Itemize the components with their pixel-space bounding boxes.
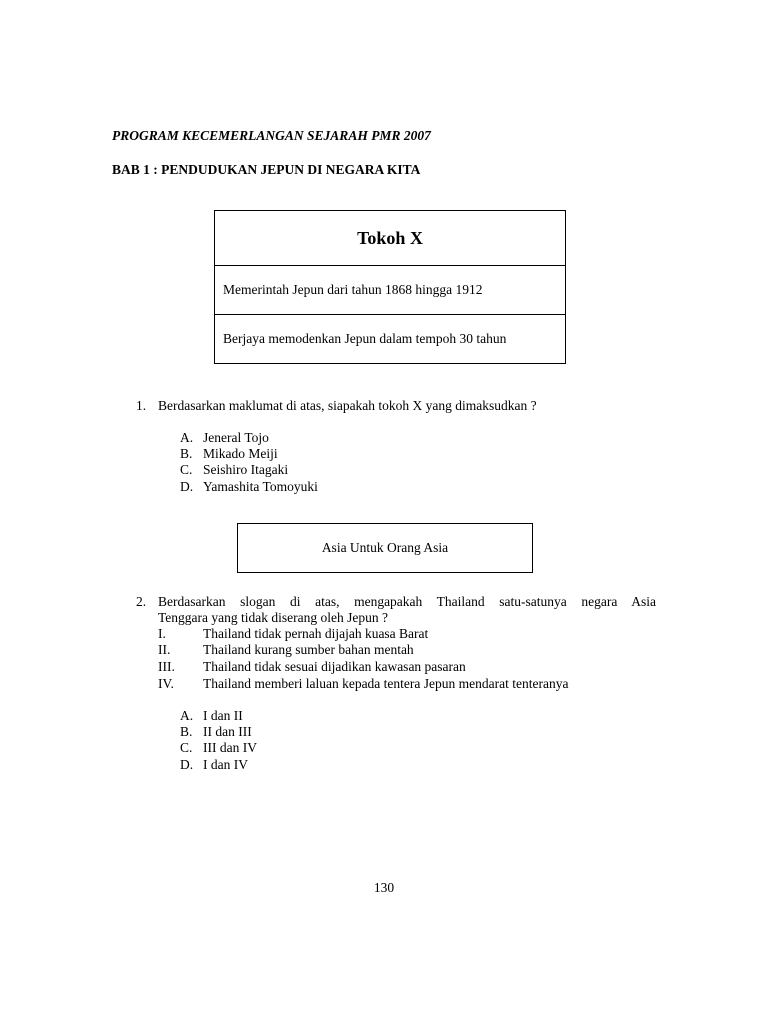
statement-item <box>158 642 414 658</box>
option-text: I dan II <box>203 708 243 723</box>
statement-item <box>158 659 466 675</box>
option-item <box>180 462 288 478</box>
option-text: Yamashita Tomoyuki <box>203 479 318 494</box>
question-text-line-1: Berdasarkan slogan di atas, mengapakah Thailand satu-satunya negara Asia <box>158 594 656 609</box>
statement-item <box>158 676 568 692</box>
option-letter: A. <box>180 430 194 445</box>
option-letter: C. <box>180 462 193 477</box>
option-letter: C. <box>180 740 193 755</box>
statement-text: Thailand memberi laluan kepada tentera Jepun mendarat tenteranya <box>203 676 569 691</box>
question-number: 1. <box>136 398 147 413</box>
option-text: Mikado Meiji <box>203 446 278 461</box>
option-text: Jeneral Tojo <box>203 430 269 445</box>
question-number: 2. <box>136 594 147 609</box>
statement-numeral: III. <box>158 659 175 674</box>
option-letter: D. <box>180 479 194 494</box>
option-item <box>180 446 278 462</box>
chapter-title: BAB 1 : PENDUDUKAN JEPUN DI NEGARA KITA <box>112 162 421 177</box>
option-text: III dan IV <box>203 740 257 755</box>
program-title: PROGRAM KECEMERLANGAN SEJARAH PMR 2007 <box>112 128 431 143</box>
question-text: Berdasarkan maklumat di atas, siapakah tokoh X yang dimaksudkan ? <box>158 398 537 413</box>
option-letter: D. <box>180 757 194 772</box>
option-item <box>180 479 318 495</box>
statement-numeral: I. <box>158 626 166 641</box>
statement-text: Thailand tidak sesuai dijadikan kawasan pasaran <box>203 659 466 674</box>
option-text: I dan IV <box>203 757 248 772</box>
statement-numeral: IV. <box>158 676 174 691</box>
info-box <box>214 210 566 364</box>
option-letter: B. <box>180 724 193 739</box>
option-item <box>180 724 252 740</box>
slogan-box: Asia Untuk Orang Asia <box>237 523 533 573</box>
option-item <box>180 708 243 724</box>
option-item <box>180 757 248 773</box>
option-letter: A. <box>180 708 194 723</box>
info-box-row: Berjaya memodenkan Jepun dalam tempoh 30 tahun <box>215 314 565 363</box>
option-text: II dan III <box>203 724 252 739</box>
question-text-line-2: Tenggara yang tidak diserang oleh Jepun ? <box>158 610 388 625</box>
statement-numeral: II. <box>158 642 171 657</box>
option-letter: B. <box>180 446 193 461</box>
info-box-title: Tokoh X <box>215 211 565 266</box>
option-item <box>180 740 257 756</box>
statement-text: Thailand kurang sumber bahan mentah <box>203 642 414 657</box>
statement-text: Thailand tidak pernah dijajah kuasa Barat <box>203 626 429 641</box>
page-number: 130 <box>373 880 395 895</box>
info-box-row: Memerintah Jepun dari tahun 1868 hingga 1912 <box>223 282 483 297</box>
option-text: Seishiro Itagaki <box>203 462 289 477</box>
statement-item <box>158 626 428 642</box>
option-item <box>180 430 269 446</box>
